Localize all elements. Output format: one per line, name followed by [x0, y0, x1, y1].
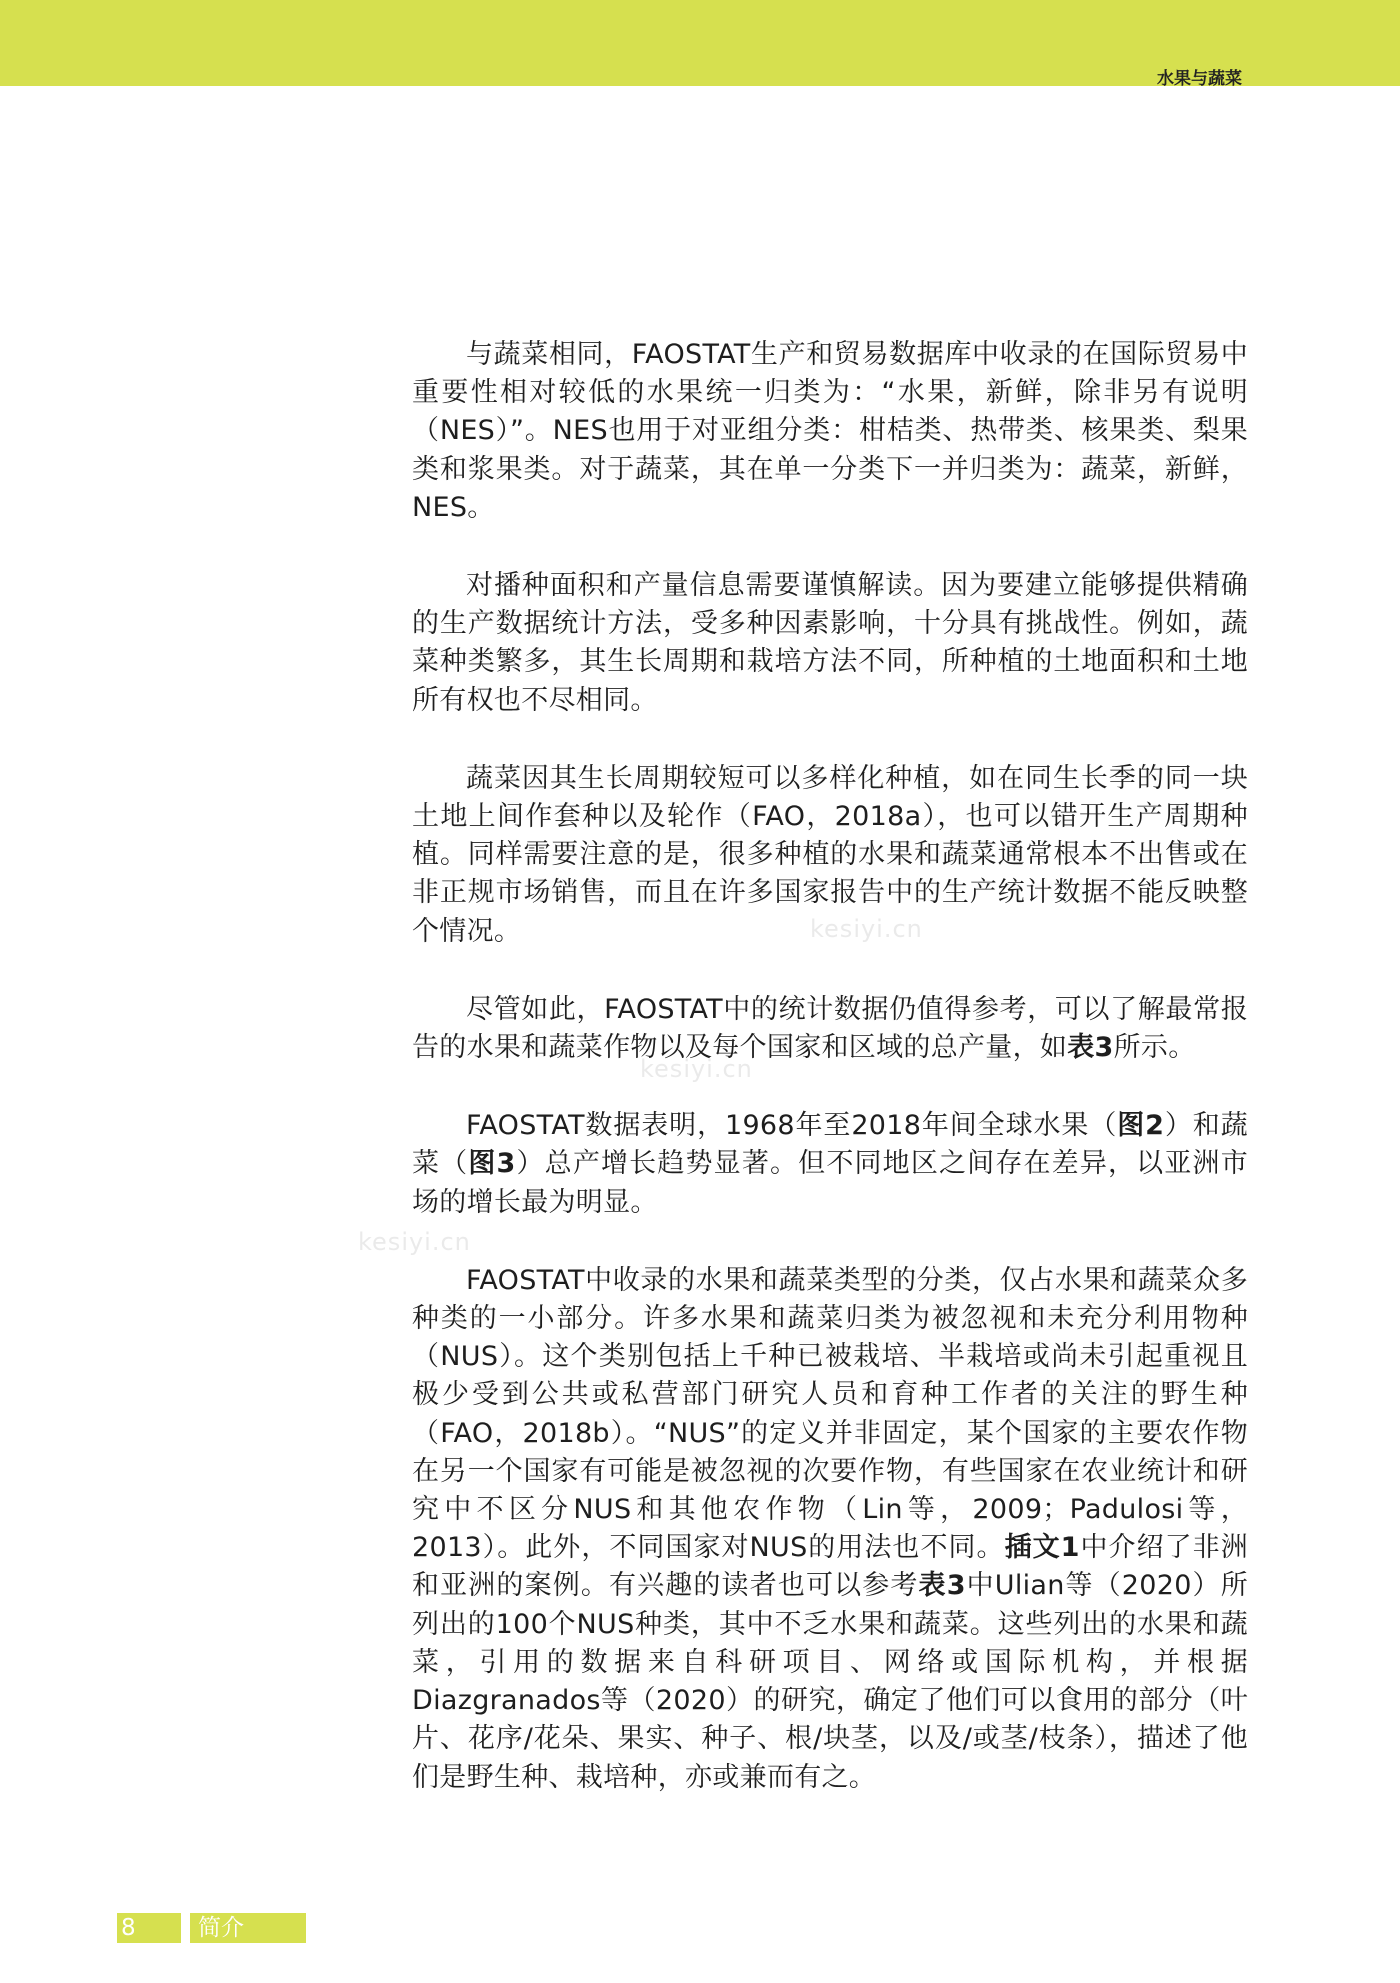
- paragraph: [412, 991, 1248, 1067]
- text-run: FAOSTAT数据表明，1968年至2018年间全球水果（: [466, 1110, 1118, 1142]
- figure-reference: 表3: [1067, 1032, 1114, 1064]
- text-run: ）总产增长趋势显著。但不同地区之间存在差异，以亚洲市场的增长最为明显。: [412, 1148, 1248, 1218]
- text-run: 尽管如此，FAOSTAT中的统计数据仍值得参考，可以了解最常报告的水果和蔬菜作物以及每个国家和区域的总产量，如: [412, 993, 1248, 1064]
- running-header-title: 水果与蔬菜: [1157, 69, 1242, 89]
- paragraph: [412, 760, 1248, 951]
- paragraph: [412, 1107, 1248, 1222]
- text-run: 所示。: [1113, 1032, 1196, 1064]
- text-run: 对播种面积和产量信息需要谨慎解读。因为要建立能够提供精确的生产数据统计方法，受多种因素影响，十分具有挑战性。例如，蔬菜种类繁多，其生长周期和栽培方法不同，所种植的土地面积和土地所有权也不尽相同。: [412, 570, 1248, 716]
- figure-reference: 图2: [1117, 1110, 1165, 1142]
- text-run: 中介绍了非洲和亚洲的案例。有兴趣的读者也可以参考: [412, 1532, 1248, 1602]
- text-run: 与蔬菜相同，FAOSTAT生产和贸易数据库中收录的在国际贸易中重要性相对较低的水果统一归类为：“水果，新鲜，除非另有说明（NES）”。NES也用于对亚组分类：柑桔类、热带类、核果类、梨果类和浆果类。对于蔬菜，其在单一分类下一并归类为：蔬菜，新鲜，NES。: [412, 339, 1248, 523]
- paragraph: [412, 567, 1248, 720]
- figure-reference: 图3: [468, 1148, 516, 1180]
- text-run: FAOSTAT中收录的水果和蔬菜类型的分类，仅占水果和蔬菜众多种类的一小部分。许多水果和蔬菜归类为被忽视和未充分利用物种（NUS）。这个类别包括上千种已被栽培、半栽培或尚未引起重视且极少受到公共或私营部门研究人员和育种工作者的关注的野生种（FAO，2018b）。“NUS”的定义并非固定，某个国家的主要农作物在另一个国家有可能是被忽视的次要作物，有些国家在农业统计和研究中不区分NUS和其他农作物（Lin等，2009；Padulosi等，2013）。此外，不同国家对NUS的用法也不同。: [412, 1264, 1248, 1564]
- text-run: 蔬菜因其生长周期较短可以多样化种植，如在同生长季的同一块土地上间作套种以及轮作（FAO，2018a），也可以错开生产周期种植。同样需要注意的是，很多种植的水果和蔬菜通常根本不出售或在非正规市场销售，而且在许多国家报告中的生产统计数据不能反映整个情况。: [412, 762, 1248, 947]
- body-text: [412, 336, 1248, 1837]
- paragraph: [412, 336, 1248, 527]
- footer-section-name: 简介: [190, 1913, 306, 1943]
- watermark-text: kesiyi.cn: [810, 915, 923, 943]
- watermark-text: kesiyi.cn: [358, 1228, 471, 1256]
- figure-reference: 插文1: [1004, 1532, 1080, 1564]
- figure-reference: 表3: [918, 1570, 966, 1602]
- paragraph: [412, 1262, 1248, 1797]
- page-number: 8: [117, 1913, 181, 1943]
- watermark-text: kesiyi.cn: [640, 1055, 753, 1083]
- text-run: 中Ulian等（2020）所列出的100个NUS种类，其中不乏水果和蔬菜。这些列出的水果和蔬菜，引用的数据来自科研项目、网络或国际机构，并根据Diazgranados等（2020）的研究，确定了他们可以食用的部分（叶片、花序/花朵、果实、种子、根/块茎，以及/或茎/枝条），描述了他们是野生种、栽培种，亦或兼而有之。: [412, 1570, 1249, 1793]
- text-run: ）和蔬菜（: [412, 1110, 1248, 1180]
